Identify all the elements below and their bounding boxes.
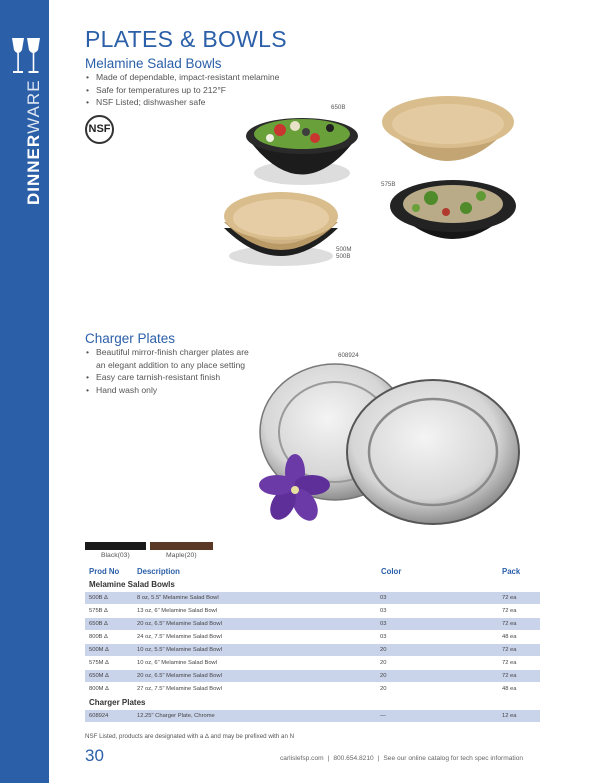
sidebar-band: [0, 0, 49, 783]
feature-item: • Made of dependable, impact-resistant melamine: [85, 71, 279, 84]
phone-number: 800.654.8210: [333, 755, 374, 762]
group-charger-plates: Charger Plates: [89, 698, 146, 707]
table-row: 650B ∆ 20 oz, 6.5" Melamine Salad Bowl 03 72 ea: [85, 618, 540, 630]
table-row: 650M ∆ 20 oz, 6.5" Melamine Salad Bowl 20 72 ea: [85, 670, 540, 682]
table-row: 608924 12.25" Charger Plate, Chrome — 12 ea: [85, 710, 540, 722]
label-500m: 500M 500B: [336, 246, 352, 260]
salad-bowls-features: [85, 71, 279, 109]
swatch-black-label: Black(03): [101, 552, 130, 559]
page-number: 30: [85, 746, 104, 765]
label-608924: 608924: [338, 352, 359, 359]
feature-item: • Safe for temperatures up to 212°F: [85, 84, 279, 97]
col-header-pack: Pack: [502, 567, 521, 576]
bowl-stack-image: [218, 186, 346, 270]
salad-bowls-title: Melamine Salad Bowls: [85, 56, 222, 71]
swatch-black: [85, 542, 146, 550]
feature-item: • Beautiful mirror-finish charger plates are an elegant addition to any place setting: [85, 346, 249, 371]
section-vertical-label: DINNERWARE: [24, 79, 43, 205]
bowl-650b-image: [240, 108, 365, 188]
charger-plates-image: [255, 360, 525, 530]
feature-item: • Hand wash only: [85, 384, 249, 397]
charger-features: [85, 346, 249, 396]
page-footer: carlislefsp.com | 800.654.8210 | See our online catalog for tech spec information: [280, 755, 524, 762]
label-575b: 575B: [381, 181, 396, 188]
nsf-footnote: NSF Listed, products are designated with a ∆ and may be prefixed with an N: [85, 733, 295, 740]
col-header-description: Description: [137, 567, 180, 576]
bowl-575b-image: [386, 172, 521, 247]
catalog-note: See our online catalog for tech spec information: [383, 755, 524, 762]
col-header-prod-no: Prod No: [89, 567, 120, 576]
swatch-maple: [150, 542, 213, 550]
wine-glasses-icon: [10, 36, 42, 78]
col-header-color: Color: [381, 567, 402, 576]
feature-item: • Easy care tarnish-resistant finish: [85, 371, 249, 384]
label-650b: 650B: [331, 104, 346, 111]
website-link[interactable]: carlislefsp.com: [280, 755, 324, 762]
feature-item: • NSF Listed; dishwasher safe: [85, 96, 279, 109]
table-row: 500M ∆ 10 oz, 5.5" Melamine Salad Bowl 20 72 ea: [85, 644, 540, 656]
table-row: 800B ∆ 24 oz, 7.5" Melamine Salad Bowl 03 48 ea: [89, 634, 517, 640]
table-row: 500B ∆ 8 oz, 5.5" Melamine Salad Bowl 03 72 ea: [85, 592, 540, 604]
bowl-maple-image: [378, 90, 518, 170]
table-row: 575M ∆ 10 oz, 6" Melamine Salad Bowl 20 72 ea: [89, 660, 517, 666]
swatch-maple-label: Maple(20): [166, 552, 197, 559]
page-title: PLATES & BOWLS: [85, 26, 287, 52]
charger-plates-title: Charger Plates: [85, 331, 176, 346]
nsf-logo: NSF: [85, 115, 114, 144]
table-row: 800M ∆ 27 oz, 7.5" Melamine Salad Bowl 20 48 ea: [89, 686, 517, 692]
group-salad-bowls: Melamine Salad Bowls: [89, 580, 175, 589]
table-row: 575B ∆ 13 oz, 6" Melamine Salad Bowl 03 72 ea: [89, 608, 517, 614]
